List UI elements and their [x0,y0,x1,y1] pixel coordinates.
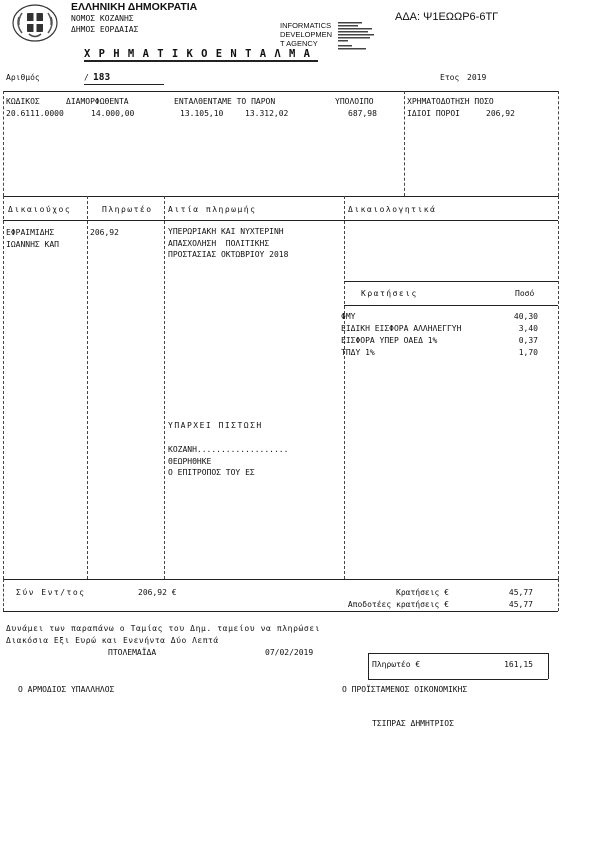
deductions-total-label: Κρατήσεις € [396,588,449,597]
mandated-label: ΕΝΤΑΛΘΕΝΤΑΜΕ ΤΟ ΠΑΡΟΝ [174,97,276,106]
deduction-amount: 3,40 [518,324,538,333]
paid-amount: 206,92 [90,228,119,237]
deduction-row [341,324,538,333]
deductions-total-value: 45,77 [508,588,533,597]
stamp-line-1: INFORMATICS [280,21,332,30]
prefecture-name: ΝΟΜΟΣ ΚΟΖΑΝΗΣ [71,14,134,23]
stamp-text [280,21,332,48]
col-divider-beneficiary [87,196,88,579]
remitted-label: Αποδοτέες κρατήσεις € [347,600,449,609]
credit-note: ΥΠΑΡΧΕΙ ΠΙΣΤΩΣΗ [168,421,263,430]
coat-of-arms-seal [10,3,60,43]
beneficiary-name-2: ΙΩΑΝΝΗΣ ΚΑΠ [6,240,59,249]
budget-mandated-prev: 13.105,10 [180,109,224,118]
reason-label: Αιτία πληρωμής [168,205,257,214]
beneficiary-name-1: ΕΦΡΑΙΜΙΔΗΣ [6,228,55,237]
deduction-name: ΤΠΔΥ 1% [341,348,375,357]
deduction-row [341,312,538,321]
payable-box-right [548,653,549,679]
frame-left-3 [3,579,4,611]
reason-text: ΥΠΕΡΩΡΙΑΚΗ ΚΑΙ ΝΥΧΤΕΡΙΝΗ ΑΠΑΣΧΟΛΗΣΗ ΠΟΛΙΤΙΚΗΣ ΠΡΟΣΤΑΣΙΑΣ ΟΚΤΩΒΡΙΟΥ 2018 [168,227,289,259]
rule-totals-bottom [3,611,558,612]
frame-right-1 [558,91,559,196]
beneficiary-label: Δικαιούχος [8,205,72,214]
amount-in-words: Διακόσια Εξι Ευρώ και Ενενήντα Δύο Λεπτά [6,636,219,645]
funding-source: ΙΔΙΟΙ ΠΟΡΟΙ [407,109,460,118]
stamp-line-3: T AGENCY [280,39,318,48]
frame-left-1 [3,91,4,196]
payable-label: Πληρωτέο € [372,660,421,669]
payable-box-bottom [368,679,548,680]
remitted-value: 45,77 [508,600,533,609]
deduction-row [341,336,538,345]
number-slash: / [84,73,89,82]
deduction-row [341,348,538,357]
place: ΠΤΟΛΕΜΑΪΔΑ [108,648,157,657]
rule-deductions-header [344,305,558,306]
deduction-amount: 0,37 [518,336,538,345]
signature-stamp-lines [338,21,378,57]
funding-label: ΧΡΗΜΑΤΟΔΟΤΗΣΗ ΠΟΣΟ [407,97,494,106]
rule-deductions-top [344,281,558,282]
year-value: 2019 [467,73,487,82]
documents-label: Δικαιολογητικά [348,205,437,214]
col-divider-reason [344,196,345,579]
stamp-line-2: DEVELOPMEN [280,30,333,39]
officer-label: Ο ΑΡΜΟΔΙΟΣ ΥΠΑΛΛΗΛΟΣ [18,685,115,694]
rule-budget-top [3,91,558,92]
col-divider-paid [164,196,165,579]
budget-remaining: 687,98 [348,109,377,118]
budget-formed: 14.000,00 [91,109,135,118]
title-underline [84,60,318,62]
republic-title: ΕΛΛΗΝΙΚΗ ΔΗΜΟΚΡΑΤΙΑ [71,1,198,13]
order-line: Δυνάμει των παραπάνω ο Ταμίας του Δημ. ταμείου να πληρώσει [6,624,321,633]
funding-amount: 206,92 [486,109,515,118]
payable-value: 161,15 [504,660,533,669]
deduction-name: ΕΙΣΦΟΡΑ ΥΠΕΡ ΟΑΕΔ 1% [341,336,438,345]
deduction-name: ΦΜΥ [341,312,356,321]
year-label: Ετος [440,73,460,82]
payable-box-left [368,653,369,679]
head-label: Ο ΠΡΟΪΣΤΑΜΕΝΟΣ ΟΙΚΟΝΟΜΙΚΗΣ [342,685,468,694]
funding-divider [404,91,405,196]
budget-mandated-total: 13.312,02 [245,109,289,118]
code-label: ΚΩΔΙΚΟΣ [6,97,40,106]
document-title: Χ Ρ Η Μ Α Τ Ι Κ Ο Ε Ν Τ Α Λ Μ Α [84,48,311,60]
head-name: ΤΣΙΠΡΑΣ ΔΗΜΗΤΡΙΟΣ [372,719,454,728]
deduction-amount: 40,30 [513,312,538,321]
sum-value: 206,92 € [138,588,177,597]
number-value: 183 [93,72,111,83]
budget-code: 20.6111.0000 [6,109,64,118]
payable-box-top [368,653,548,654]
remaining-label: ΥΠΟΛΟΙΠΟ [335,97,374,106]
ada-code: ΑΔΑ: Ψ1ΕΩΩΡ6-6ΤΓ [395,11,499,23]
approval-text: ΚΟΖΑΝΗ................... ΘΕΩΡΗΘΗΚΕ Ο ΕΠΙΤΡΟΠΟΣ ΤΟΥ ΕΣ [168,445,289,477]
number-underline [84,84,164,85]
number-label: Αριθμός [6,73,40,82]
amount-label: Ποσό [515,289,535,298]
frame-right-2 [558,196,559,579]
date: 07/02/2019 [265,648,314,657]
paid-label: Πληρωτέο [102,205,153,214]
deductions-label: Κρατήσεις [361,289,418,298]
frame-right-3 [558,579,559,611]
formed-label: ΔΙΑΜΟΡΦΩΘΕΝΤΑ [66,97,129,106]
rule-totals-top [3,579,558,580]
sum-label: Σύν Εντ/τος [16,588,86,597]
deduction-name: ΕΙΔΙΚΗ ΕΙΣΦΟΡΑ ΑΛΛΗΛΕΓΓΥΗ [341,324,462,333]
municipality-name: ΔΗΜΟΣ ΕΟΡΔΑΙΑΣ [71,25,139,34]
frame-left-2 [3,196,4,579]
deduction-amount: 1,70 [518,348,538,357]
